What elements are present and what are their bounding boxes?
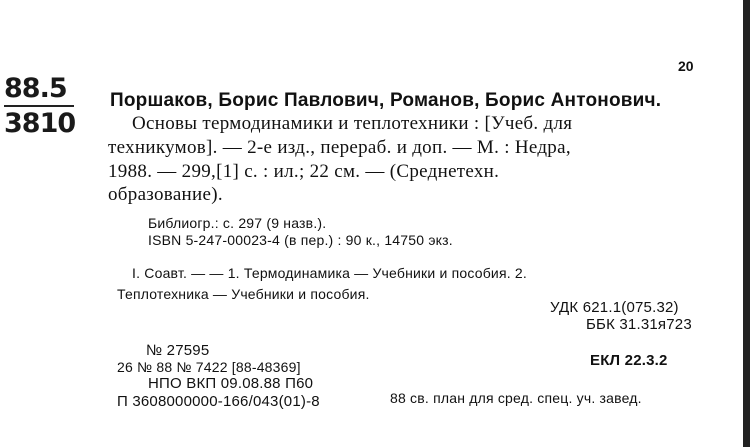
card-number: 26 № 88 № 7422 [88-48369] xyxy=(117,359,301,375)
bbk-code: ББК 31.31я723 xyxy=(586,316,692,333)
title-line: 1988. — 299,[1] с. : ил.; 22 см. — (Среднетехн. xyxy=(108,161,500,182)
title-line: Основы термодинамики и теплотехники : [Учеб. для xyxy=(132,113,573,134)
author-line: Поршаков, Борис Павлович, Романов, Борис Антонович. xyxy=(110,90,662,111)
shelf-mark-rule xyxy=(4,105,74,107)
shelf-mark-line1: 88.5 xyxy=(4,73,67,104)
shelf-mark xyxy=(4,74,75,139)
record-number: № 27595 xyxy=(146,342,210,359)
ekl-code: ЕКЛ 22.3.2 xyxy=(590,352,668,369)
bibliography-note: Библиогр.: с. 297 (9 назв.). xyxy=(148,215,327,231)
isbn-line: ISBN 5-247-00023-4 (в пер.) : 90 к., 14750 экз. xyxy=(148,232,453,248)
code-line: П 3608000000-166/043(01)-8 xyxy=(117,393,320,410)
plan-note: 88 св. план для сред. спец. уч. завед. xyxy=(390,390,642,406)
title-line: образование). xyxy=(108,184,223,205)
npo-line: НПО ВКП 09.08.88 П60 xyxy=(148,375,314,392)
shelf-mark-line2: 3810 xyxy=(4,108,76,139)
card-edge xyxy=(743,0,750,447)
udk-code: УДК 621.1(075.32) xyxy=(550,299,679,316)
subject-line: I. Соавт. — — 1. Термодинамика — Учебники и пособия. 2. xyxy=(132,265,527,281)
corner-number: 20 xyxy=(678,58,694,74)
subject-line: Теплотехника — Учебники и пособия. xyxy=(117,286,370,302)
title-line: техникумов]. — 2-е изд., перераб. и доп. — М. : Недра, xyxy=(108,137,571,158)
